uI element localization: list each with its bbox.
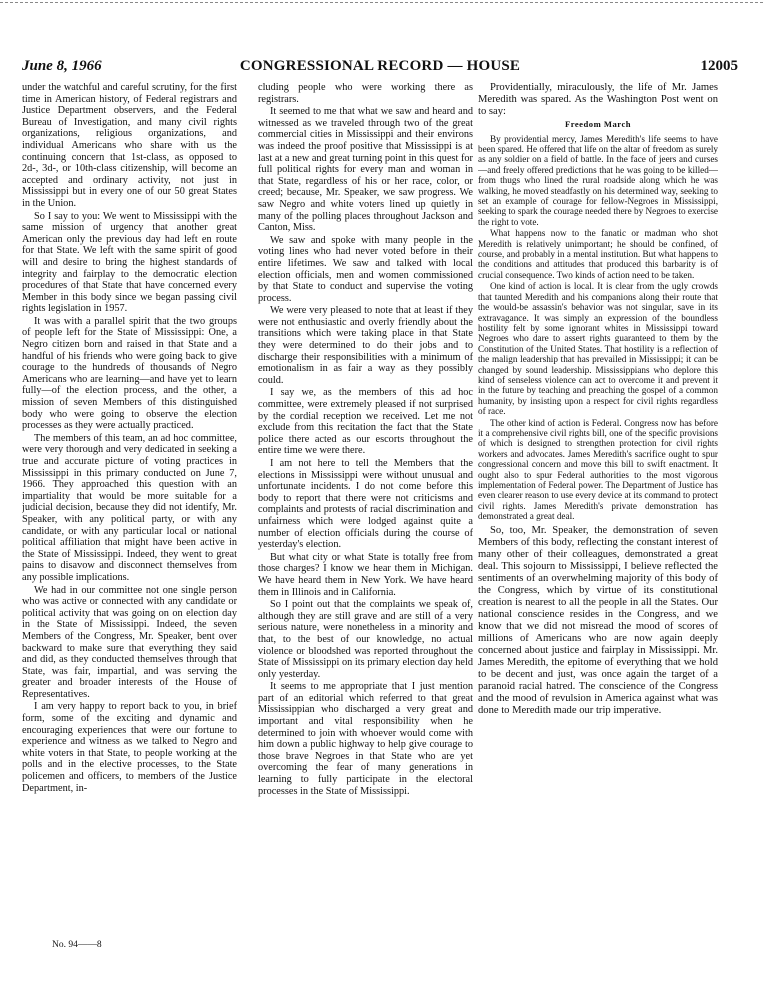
- quote-paragraph: One kind of action is local. It is clear from the ugly crowds that taunted Meredith and his companions along their route that the would-be assassin's behavior was not singular, save in its extravagance. It was simply an expression of the boundless hostility felt by some ignorant whites in Mississippi toward Negroes who dare to assert rights guaranteed to them by the Constitution of the United States. That hostility is a reflection of the malign leadership that has prevailed in Mississippi; it can be changed by sound leadership. Mississippians who deplore this kind of senseless violence can act to overcome it and prevent it in the future by teaching and preaching the gospel of a common humanity, by insisting upon a respect for civil rights regardless of race.: [478, 281, 718, 417]
- col1-paragraph: under the watchful and careful scrutiny, for the first time in American history, of Federal registrars and Justice Department observers, and the Federal Bureau of Investigation, and many civil rights organizations, religious organizations, and individual Americans who share with us the continuing concern that 1st-class, as opposed to 2d-, 3d-, or 10th-class citizenship, will become an accepted and ordinary activity, not just in Mississippi but in every one of our 50 great States in the Union.: [22, 82, 237, 209]
- col2-paragraph: cluding people who were working there as registrars.: [258, 82, 473, 105]
- column-1: [22, 82, 237, 982]
- col1-paragraph: I am very happy to report back to you, in brief form, some of the exciting and dynamic and encouraging experiences that were our fortune to experience and witness as we talked to Negro and white voters in that State, to people working at the polls and in the elective processes, to the State policemen and officers, to members of the Justice Department, in-: [22, 701, 237, 794]
- editorial-quote: [478, 134, 718, 522]
- header-page-number: 12005: [700, 58, 738, 74]
- col1-paragraph: So I say to you: We went to Mississippi with the same mission of urgency that another great American only the previous day had left en route for that State. We left with the same spirit of good will and desire to bring the highest standards of integrity and fairplay to the democratic election procedures of that State that have concerned every Member in this body since we began passing civil rights legislation in 1957.: [22, 210, 237, 315]
- top-border-rule: [0, 2, 763, 3]
- col1-paragraph: We had in our committee not one single person who was active or connected with any candidate or political activity that was going on on election day in the State of Mississippi. Indeed, the seven Members of the Congress, Mr. Speaker, bent over backward to make sure that everything they said and did, as they conducted themselves through that State, was fair, impartial, and was serving the greater and broader interests of the House of Representatives.: [22, 584, 237, 700]
- section-subhead: Freedom March: [564, 119, 632, 129]
- page-footnote: No. 94——8: [52, 940, 102, 950]
- col2-paragraph: But what city or what State is totally free from those charges? I know we hear them in Michigan. We have heard them in New York. We have heard them in Illinois and in California.: [258, 551, 473, 598]
- col2-paragraph: I say we, as the members of this ad hoc committee, were extremely pleased if not surprised by the cordial reception we received. Let me not exclude from this recitation the fact that the State police there acted as our escorts throughout the entire time we were there.: [258, 387, 473, 457]
- page-header: [22, 58, 738, 80]
- column-2: [258, 82, 473, 982]
- col3-closing-block: [478, 525, 718, 717]
- header-date: June 8, 1966: [22, 58, 102, 74]
- col2-paragraph: So I point out that the complaints we speak of, although they are still grave and are still of a very serious nature, were nonetheless in a minority and that, to the best of our knowledge, no actual violence or bloodshed was reported throughout the State of Mississippi on its primary election day held only yesterday.: [258, 599, 473, 680]
- col3-intro: Providentially, miraculously, the life of Mr. James Meredith was spared. As the Washington Post went on to say:: [478, 82, 718, 117]
- header-title: CONGRESSIONAL RECORD — HOUSE: [239, 58, 521, 74]
- col1-paragraph: It was with a parallel spirit that the two groups of people left for the State of Mississippi: One, a Negro citizen born and raised in that State and a handful of his friends who were going back to give courage to the hundreds of thousands of Negro Americans who are learning—and have yet to learn fully—of the election process, and the other, a mission of seven Members of this distinguished body who were going to observe the election processes as they were actually practiced.: [22, 315, 237, 432]
- col1-paragraph: The members of this team, an ad hoc committee, were very thorough and very dedicated in seeking a true and accurate picture of voting practices in Mississippi in this primary conducted on June 7, 1966. They approached this question with an impartiality that would be more suitable for a judicial decision, because they did not identify, Mr. Speaker, with any political party, or with any candidate, or with any particular local or national political affiliation that might have been active in the State of Mississippi. Indeed, they went to great pains to disavow and disconnect themselves from any possible implications.: [22, 432, 237, 583]
- col2-paragraph: We saw and spoke with many people in the voting lines who had never voted before in their entire lifetimes. We saw and talked with local election officials, men and women commissioned by that State to conduct and supervise the voting process.: [258, 234, 473, 304]
- quote-paragraph: The other kind of action is Federal. Congress now has before it a comprehensive civil rights bill, one of the specific provisions of which is designed to strengthen protection for civil rights workers and advocates. James Meredith's sacrifice ought to spur congressional concern and move this bill to swift enactment. It ought also to spur Federal authorities to the most vigorous implementation of Federal power. The Department of Justice has even clearer reason to use every device at its command to protect civil rights. James Meredith's private demonstration has demonstrated a great deal.: [478, 417, 718, 522]
- quote-paragraph: By providential mercy, James Meredith's life seems to have been spared. He offered that life on the altar of freedom as surely as any soldier on a field of battle. In the face of jeers and curses—and freely offered predictions that he was going to be killed—from thugs who lined the rural roadside along which he was walking, he moved steadfastly on his determined way, seeking to set an example of courage for fellow-Negroes in Mississippi, seeking to spark the courage needed there by Negroes to exercise the right to vote.: [478, 133, 718, 227]
- col3-closing: So, too, Mr. Speaker, the demonstration of seven Members of this body, reflecting the constant interest of many other of their colleagues, demonstrated a great deal. This sojourn to Mississippi, I believe reflected the sentiments of an overwhelming majority of this body of the Congress, which by virtue of its constitutional creation is nearest to all the people in all the States. Our national conscience resides in the Congress, and we know that we did not misread the mood of scores of millions of Americans who are now again deeply concerned about justice and fairplay in Mississippi. Mr. James Meredith, the epitome of everything that we hold to be decent and just, was once again the target of a paranoid racial hatred. The conscience of the Congress and the mood of revulsion in America against what was done to Meredith made our trip imperative.: [478, 524, 718, 716]
- quote-paragraph: What happens now to the fanatic or madman who shot Meredith is relatively unimportant; he should be confined, of course, and probably in a mental institution. But what happens to the conditions and attitudes that produced this barbarity is of crucial consequence. Two kinds of action need to be taken.: [478, 228, 718, 280]
- col2-paragraph: It seemed to me that what we saw and heard and witnessed as we traveled through two of the great commercial cities in Mississippi and their environs was indeed the proof positive that Mississippi is at last at a new and great turning point in this quest for full political rights for every man and woman in that State, regardless of his or her race, color, or creed; because, Mr. Speaker, we saw progress. We saw Negro and white voters lined up quietly in many of the polling places throughout Jackson and Canton, Miss.: [258, 106, 473, 234]
- col3-intro-block: [478, 82, 718, 118]
- col2-paragraph: We were very pleased to note that at least if they were not enthusiastic and overly friendly about the transitions which were taking place in that State they were determined to do their jobs and to discharge their responsibilities with a minimum of emotionalism in as fair a way as they possibly could.: [258, 305, 473, 386]
- col2-paragraph: It seems to me appropriate that I just mention part of an editorial which referred to that great Mississippian who discharged a very great and important and vital responsibility when he determined to join with whoever would come with him down a public highway to help give courage to those brave Negroes in that State who are yet overcoming the fear of many generations in learning to fully participate in the electoral processes in the State of Mississippi.: [258, 681, 473, 797]
- column-3: [478, 82, 718, 982]
- col2-paragraph: I am not here to tell the Members that the elections in Mississippi were without unusual and unfortunate incidents. I do not come before this body to report that there were not criticisms and complaints and protests of racial discrimination and unfairness which were lodged against quite a number of election officials during the course of yesterday's election.: [258, 458, 473, 551]
